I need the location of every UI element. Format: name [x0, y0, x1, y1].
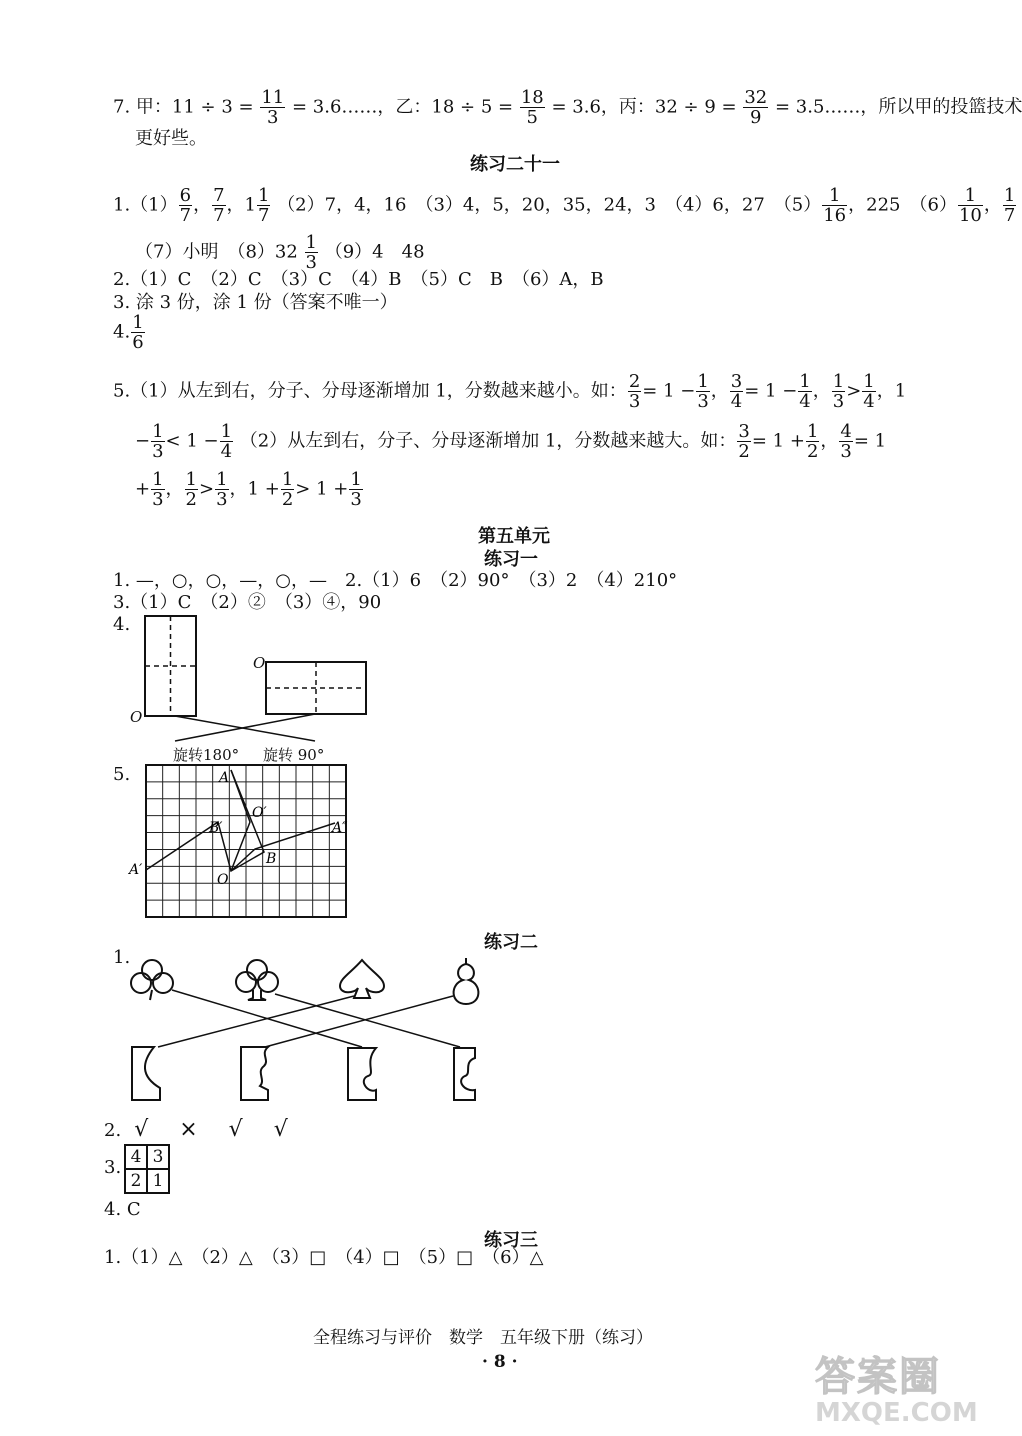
point-label: B′ [209, 820, 223, 836]
piece-shape [241, 1047, 268, 1100]
fraction: $\frac{3}{4}$ [730, 371, 743, 412]
point-label: A′ [129, 862, 143, 878]
fraction: $\frac{1}{4}$ [863, 371, 875, 412]
clover-shape [131, 960, 173, 1000]
fraction: $\frac{1}{7}$ [1003, 185, 1016, 226]
fraction: $\frac{4}{3}$ [840, 421, 852, 462]
piece-shape [454, 1048, 475, 1100]
point-label: B [266, 851, 277, 867]
fraction: $\frac{1}{4}$ [220, 421, 233, 462]
section-title-ex1: 练习一 [484, 549, 538, 570]
rotation-label: 旋转180° [173, 746, 240, 764]
fraction: $\frac{2}{3}$ [628, 371, 641, 412]
unit5-ex2-q1-lead: 1. [113, 947, 131, 968]
section-title-ex21: 练习二十一 [470, 154, 560, 175]
q7-line2: 更好些。 [135, 128, 207, 149]
fraction: $\frac{1}{6}$ [132, 312, 144, 353]
unit-title: 第五单元 [478, 526, 550, 547]
unit5-ex1-q3: 3.（1）C （2）② （3）④，90 [113, 592, 382, 613]
unit5-ex1-q1: 1. —，○，○，—，○，— 2.（1）6 （2）90° （3）2 （4）210° [113, 570, 678, 591]
unit5-ex2-q4: 4. C [104, 1199, 141, 1220]
grid-cell: 3 [147, 1145, 169, 1169]
footer-title: 全程练习与评价 数学 五年级下册（练习） [313, 1328, 653, 1348]
grid-cell: 2 [125, 1169, 147, 1193]
fraction: $\frac{1}{3}$ [152, 421, 164, 462]
figure-rotated [231, 770, 335, 871]
gourd-shape [454, 958, 479, 1004]
section-title-ex2: 练习二 [484, 932, 538, 953]
shape-matching-diagram [120, 950, 500, 1110]
fraction: $\frac{1}{3}$ [152, 469, 164, 510]
fraction: $\frac{1}{2}$ [185, 469, 197, 510]
fraction: $\frac{7}{7}$ [213, 185, 225, 226]
fraction: $\frac{1}{10}$ [958, 185, 982, 226]
unit5-ex2-q2: 2. √ × √ √ [104, 1117, 288, 1142]
point-label: O′ [252, 805, 267, 821]
fraction: $\frac{1}{3}$ [697, 371, 709, 412]
fraction: $\frac{18}{5}$ [520, 87, 544, 128]
grid-cell: 1 [147, 1169, 169, 1193]
ex21-q2: 2.（1）C （2）C （3）C （4）B （5）C B （6）A，B [113, 269, 604, 290]
unit5-ex2-q3-lead: 3. [104, 1157, 122, 1178]
connector-line [158, 996, 354, 1047]
fraction: $\frac{1}{2}$ [806, 421, 819, 462]
q4-lead: 4. [113, 614, 131, 635]
fraction: $\frac{1}{7}$ [258, 185, 270, 226]
ex21-q4: 4. $\frac{1}{6}$ [113, 312, 144, 353]
point-label: A [219, 770, 230, 786]
grid-diagram [125, 760, 360, 922]
ex21-q5-line2: − $\frac{1}{3}$ < 1 − $\frac{1}{4}$ （2）从左到右，分子、分母逐渐增加 1，分数越来越大。如： $\frac{3}{2}$ = 1 + $\frac{1}{2}$ ， $\frac{4}{3}$ = 1 [135, 421, 887, 462]
ex21-q3: 3. 涂 3 份，涂 1 份（答案不唯一） [113, 292, 398, 313]
fraction: $\frac{3}{2}$ [738, 421, 750, 462]
fraction: $\frac{1}{16}$ [823, 185, 847, 226]
fraction: $\frac{1}{3}$ [305, 232, 317, 273]
spade-shape [340, 960, 384, 998]
grid-lines [146, 765, 346, 917]
fraction: $\frac{1}{3}$ [350, 469, 362, 510]
piece-shape [132, 1047, 160, 1100]
q7-line1: 7. 甲：11 ÷ 3 = $\frac{11}{3}$ = 3.6……，乙：18 ÷ 5 = $\frac{18}{5}$ = 3.6，丙：32 ÷ 9 = $\frac{32}{9}$ = 3.5……，所以甲的投篮技术 [113, 87, 1022, 128]
ex21-q5-line3: + $\frac{1}{3}$ ， $\frac{1}{2}$ > $\frac{1}{3}$ ，1 + $\frac{1}{2}$ > 1 + $\frac{1}{3}$ [135, 469, 362, 510]
piece-shape [348, 1048, 376, 1100]
fraction: $\frac{1}{3}$ [832, 371, 845, 412]
fraction: $\frac{11}{3}$ [261, 87, 285, 128]
section-title-ex3: 练习三 [484, 1230, 538, 1251]
ex21-q1-row2: （7）小明 （8）32 $\frac{1}{3}$ （9）4 48 [135, 232, 425, 273]
fraction: $\frac{32}{9}$ [744, 87, 768, 128]
fraction: $\frac{1}{2}$ [281, 469, 294, 510]
connector-line [265, 996, 453, 1047]
fraction: $\frac{1}{3}$ [216, 469, 228, 510]
ex21-q1-row1: 1.（1） $\frac{6}{7}$ ， $\frac{7}{7}$ ，1 $\frac{1}{7}$ （2）7，4，16 （3）4，5，20，35，24，3 （4）6，27 （5） $\frac{1}{16}$ ，225 （6） $\frac{1}{10}$ ， $\frac{1}{7}$ [113, 185, 1016, 226]
q5-lead: 5. [113, 764, 131, 785]
tree-shape [236, 960, 278, 1000]
point-label: O [253, 654, 266, 672]
rotation-diagram [125, 608, 385, 768]
point-label: O [130, 708, 143, 726]
fraction: $\frac{6}{7}$ [179, 185, 192, 226]
point-label: O [217, 872, 229, 888]
point-label: A″ [332, 820, 348, 836]
unit5-ex3-q1: 1.（1）△ （2）△ （3）□ （4）□ （5）□ （6）△ [104, 1247, 544, 1268]
ex21-q5-line1: 5.（1）从左到右，分子、分母逐渐增加 1，分数越来越小。如： $\frac{2}{3}$ = 1 − $\frac{1}{3}$ ， $\frac{3}{4}$ = 1 − $\frac{1}{4}$ ， $\frac{1}{3}$ > $\frac{1}{4}$ ，1 [113, 371, 907, 412]
page-number: · 8 · [482, 1352, 518, 1372]
number-grid [124, 1144, 170, 1194]
fraction: $\frac{1}{4}$ [799, 371, 811, 412]
rotation-label: 旋转 90° [263, 746, 325, 764]
watermark-logo: 答案圈 MXQE.COM [815, 1354, 978, 1428]
grid-cell: 4 [125, 1145, 147, 1169]
